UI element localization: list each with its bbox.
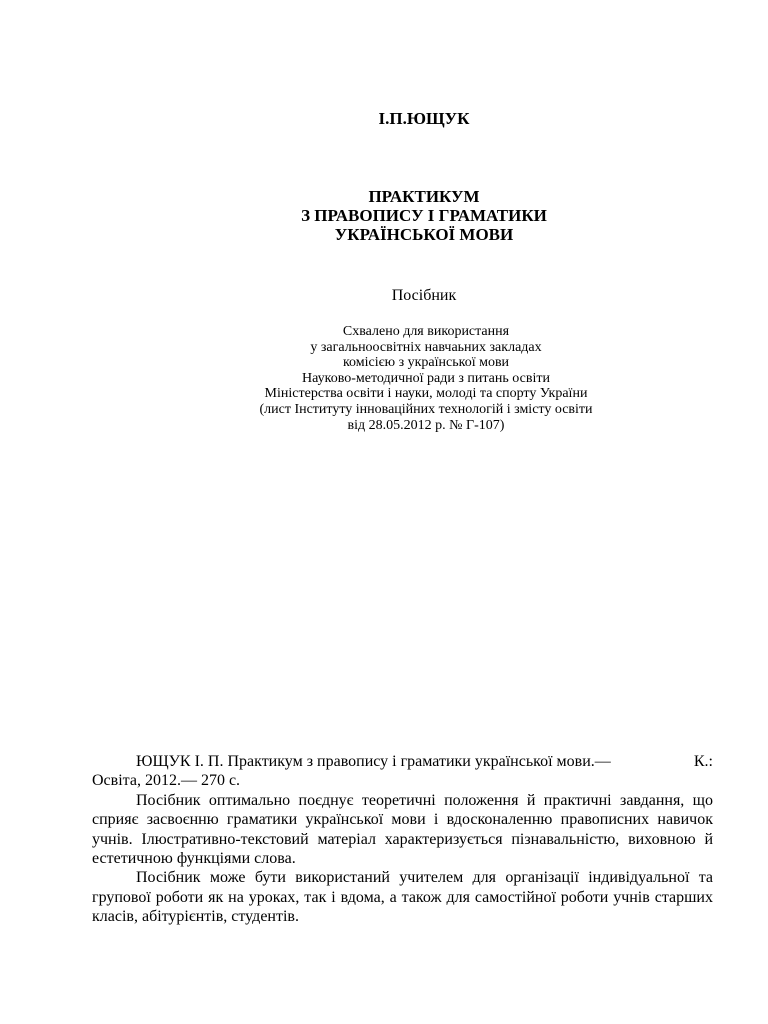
bibliographic-entry-line-1 [92, 752, 713, 771]
book-type: Посібник [391, 287, 457, 304]
book-title [0, 187, 768, 244]
approval-line-2: у загальноосвітніх навчаьних закладах [310, 339, 542, 355]
title-line-2: З ПРАВОПИСУ І ГРАМАТИКИ [301, 206, 547, 225]
approval-line-5: Міністерства освіти і науки, молоді та спорту України [264, 386, 588, 402]
approval-line-1: Схвалено для використання [342, 324, 510, 339]
title-line-3: УКРАЇНСЬКОЇ МОВИ [334, 225, 514, 244]
approval-line-6: (лист Інституту інноваційних технологій і змісту освіти [259, 401, 593, 417]
annotation-paragraph-1: Посібник оптимально поєднує теоретичні положення й практичні завдання, що сприяє засвоєнню граматики української мови і вдосконаленню правописних навичок учнів. Ілюстративно-текстовий матеріал характеризується пізнавальністю, виховною й естетичною функціями слова. [92, 791, 713, 868]
approval-line-7: від 28.05.2012 р. № Г-107) [347, 417, 505, 433]
author-name: І.П.ЮЩУК [378, 109, 470, 128]
approval-note [0, 324, 768, 433]
annotation-paragraph-2: Посібник може бути використаний учителем для організації індивідуальної та групової роботи як на уроках, так і вдома, а також для самостійної роботи учнів старших класів, абітурієнтів, студентів. [92, 869, 713, 926]
approval-line-3: комісією з української мови [342, 355, 510, 371]
approval-line-4: Науково-методичної ради з питань освіти [302, 370, 550, 386]
bibliographic-entry-line-2: Освіта, 2012.— 270 с. [92, 772, 241, 790]
title-line-1: ПРАКТИКУМ [368, 187, 480, 206]
abstract [92, 752, 713, 927]
bibliographic-entry-end: К.: [693, 753, 713, 770]
bibliographic-entry-start: ЮЩУК І. П. Практикум з правопису і граматики української мови.— [136, 753, 611, 770]
